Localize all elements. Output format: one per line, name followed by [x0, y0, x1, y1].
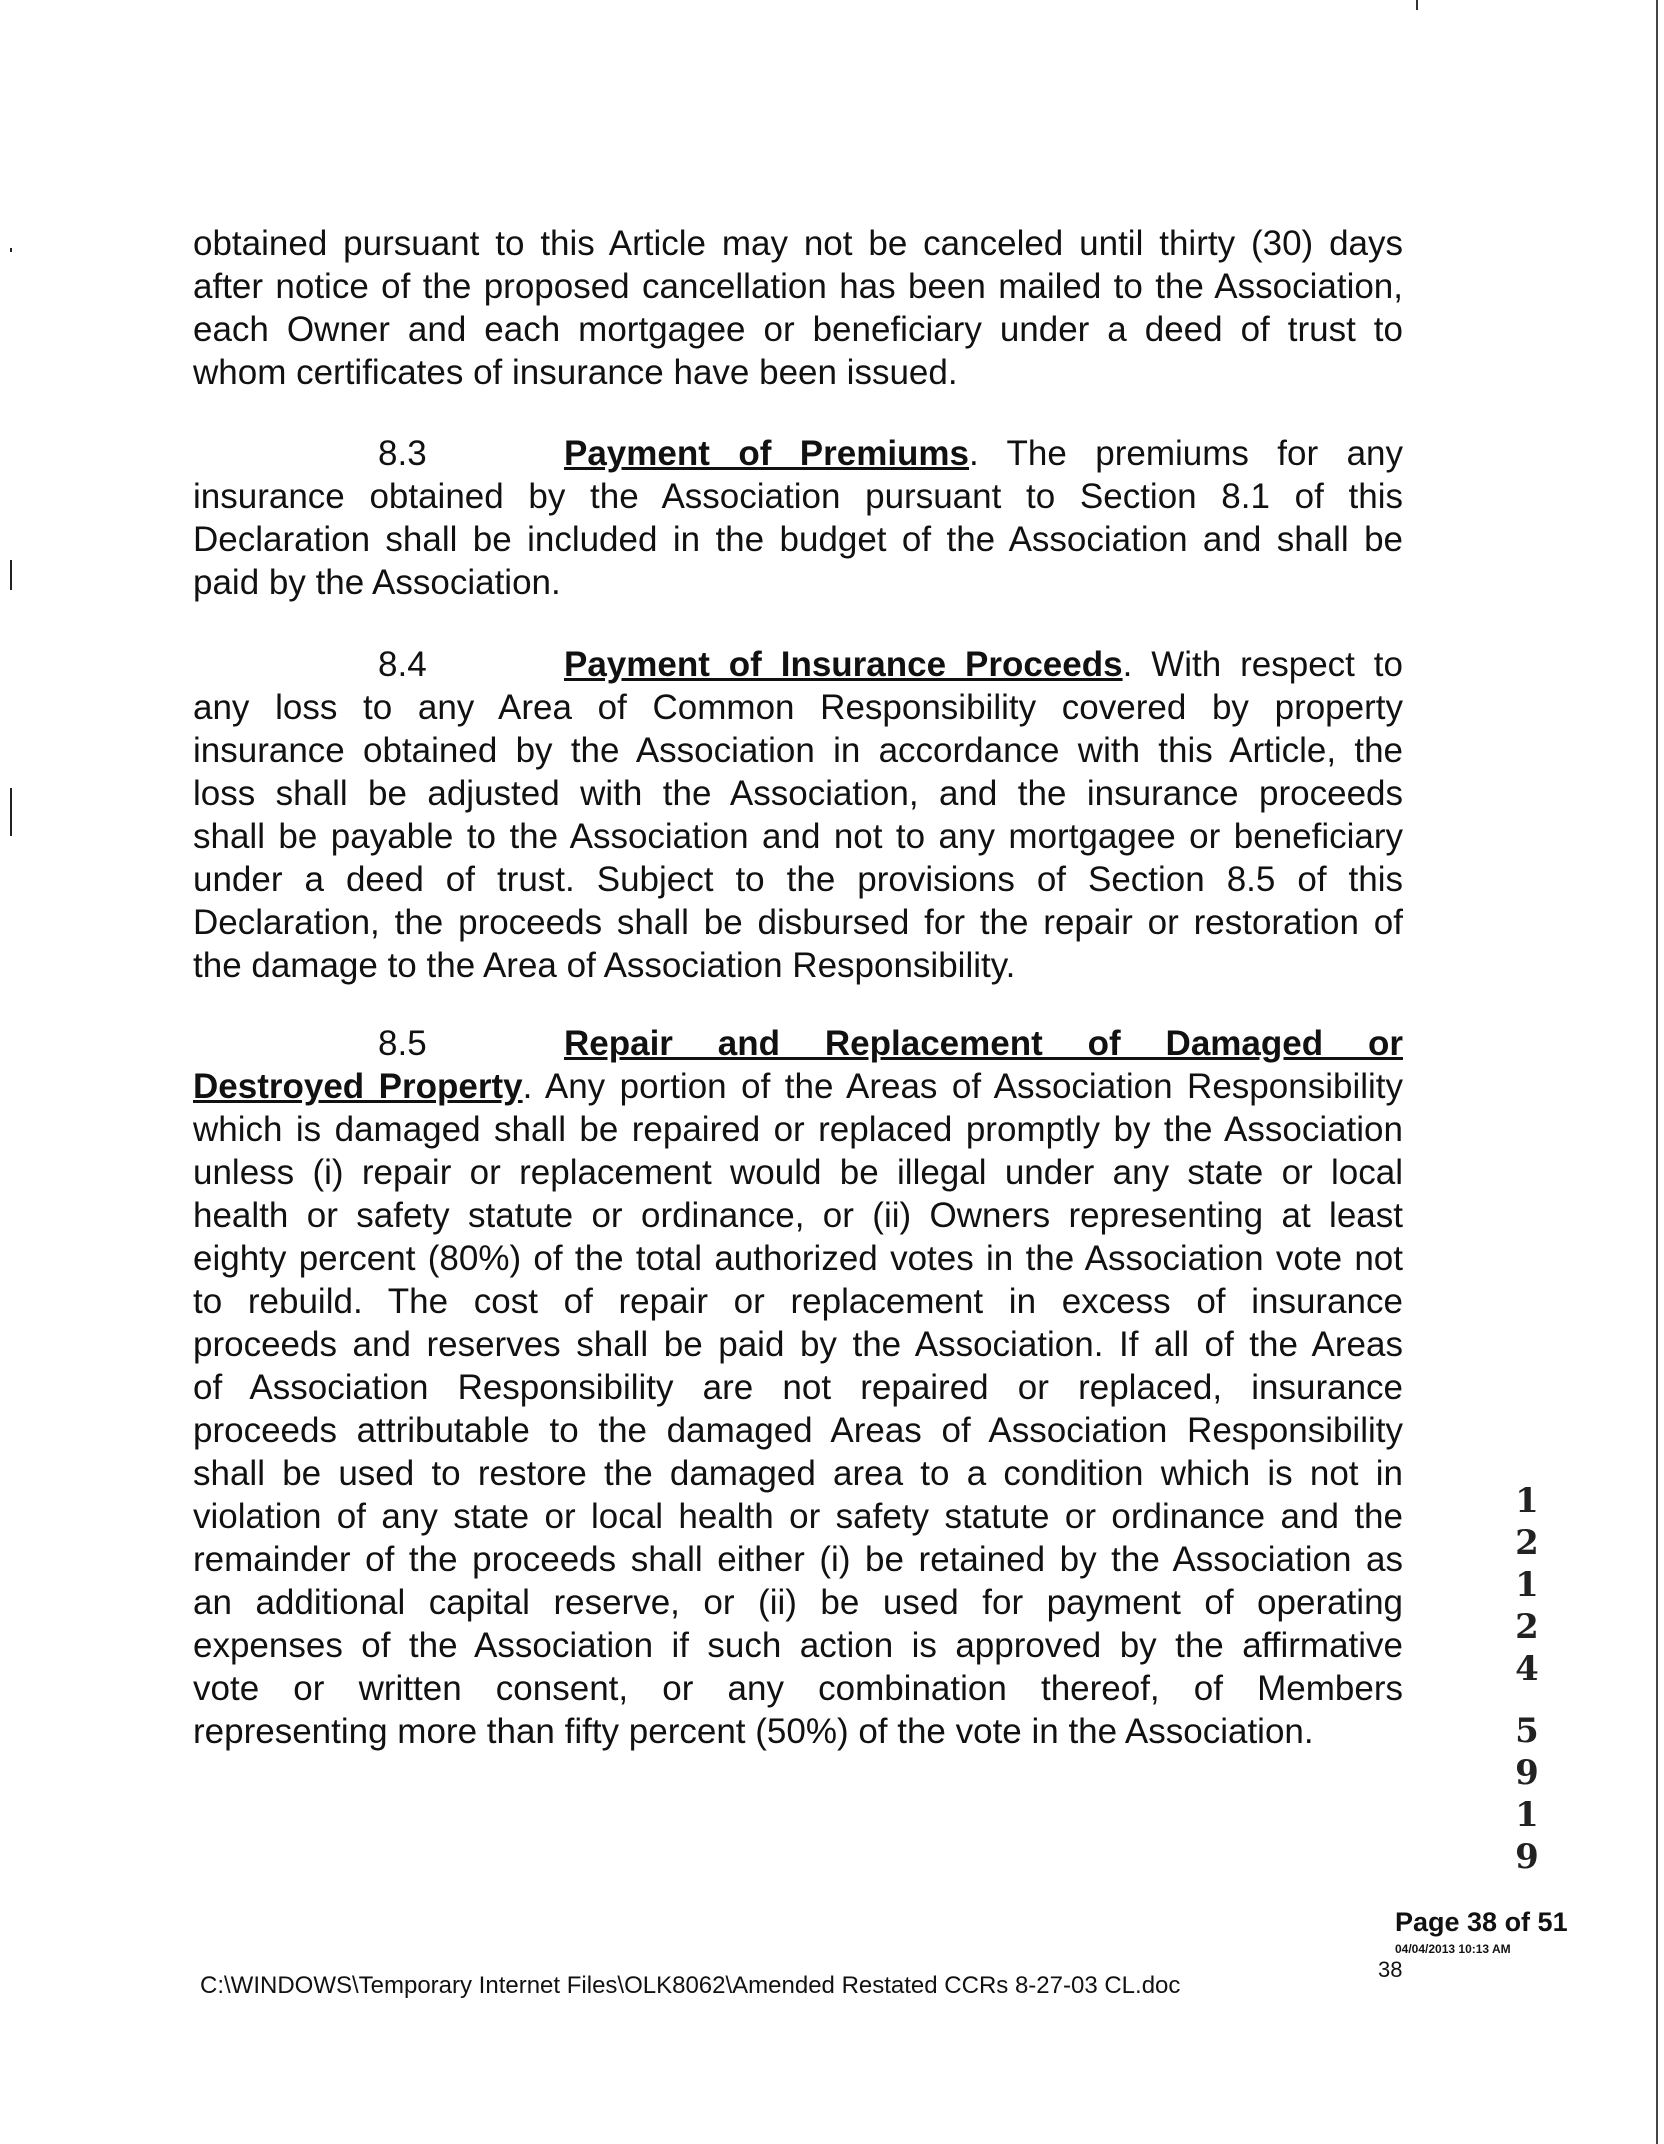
- section-title: Payment of Insurance Proceeds: [564, 645, 1123, 684]
- text-line: Declaration shall be included in the budget of the Association and shall be: [193, 520, 1403, 559]
- section-8-5: [193, 1022, 1403, 1753]
- stamp-digit: 9: [1515, 1753, 1539, 1793]
- text-line: an additional capital reserve, or (ii) be used for payment of operating: [193, 1583, 1403, 1622]
- section-number: 8.5: [378, 1024, 427, 1063]
- page-label: Page 38 of 51: [1395, 1907, 1568, 1937]
- text-line: remainder of the proceeds shall either (i) be retained by the Association as: [193, 1540, 1403, 1579]
- text-line: proceeds attributable to the damaged Areas of Association Responsibility: [193, 1411, 1403, 1450]
- page-edge-line: [1656, 0, 1658, 2144]
- stamp-gap: [1510, 1690, 1544, 1710]
- text-line: loss shall be adjusted with the Association, and the insurance proceeds: [193, 774, 1403, 813]
- text-line: after notice of the proposed cancellation has been mailed to the Association,: [193, 267, 1403, 306]
- text-line: expenses of the Association if such action is approved by the affirmative: [193, 1626, 1403, 1665]
- page-number: 38: [1378, 1957, 1403, 1982]
- stamp-digit: 1: [1515, 1795, 1539, 1835]
- scan-mark: [10, 248, 12, 252]
- section-heading-line: [193, 1022, 1403, 1065]
- text-line: health or safety statute or ordinance, or (ii) Owners representing at least: [193, 1196, 1403, 1235]
- section-heading-line: [193, 432, 1403, 475]
- text-line: the damage to the Area of Association Responsibility.: [193, 946, 1016, 985]
- scan-mark: [10, 788, 12, 836]
- text-line: Declaration, the proceeds shall be disbursed for the repair or restoration of: [193, 903, 1403, 942]
- text-line: obtained pursuant to this Article may not be canceled until thirty (30) days: [193, 224, 1403, 263]
- text-line: representing more than fifty percent (50%) of the vote in the Association.: [193, 1712, 1314, 1751]
- section-heading-line: [193, 643, 1403, 686]
- recording-number-stamp: [1510, 1480, 1544, 1878]
- text-line: of Association Responsibility are not repaired or replaced, insurance: [193, 1368, 1403, 1407]
- section-title-continued: Destroyed Property: [193, 1067, 523, 1106]
- stamp-digit: 2: [1515, 1523, 1539, 1563]
- stamp-digit: 9: [1515, 1837, 1539, 1877]
- text-line: to rebuild. The cost of repair or replacement in excess of insurance: [193, 1282, 1403, 1321]
- text-line: proceeds and reserves shall be paid by the Association. If all of the Areas: [193, 1325, 1403, 1364]
- section-8-4: [193, 643, 1403, 987]
- stamp-digit: 1: [1515, 1481, 1539, 1521]
- section-number: 8.4: [378, 645, 427, 684]
- text-run: . Any portion of the Areas of Association Responsibility: [522, 1067, 1403, 1106]
- text-line: paid by the Association.: [193, 563, 561, 602]
- text-line: under a deed of trust. Subject to the provisions of Section 8.5 of this: [193, 860, 1403, 899]
- section-number: 8.3: [378, 434, 427, 473]
- text-line: shall be used to restore the damaged area to a condition which is not in: [193, 1454, 1403, 1493]
- text-run: . With respect to: [1122, 645, 1403, 684]
- text-line: vote or written consent, or any combination thereof, of Members: [193, 1669, 1403, 1708]
- text-line: shall be payable to the Association and not to any mortgagee or beneficiary: [193, 817, 1403, 856]
- text-line: insurance obtained by the Association pursuant to Section 8.1 of this: [193, 477, 1403, 516]
- text-line: any loss to any Area of Common Responsibility covered by property: [193, 688, 1403, 727]
- paragraph-continuation: [193, 222, 1403, 394]
- stamp-digit: 2: [1515, 1607, 1539, 1647]
- text-line: whom certificates of insurance have been issued.: [193, 353, 958, 392]
- section-title: Repair and Replacement of Damaged or: [564, 1024, 1403, 1063]
- text-line: insurance obtained by the Association in accordance with this Article, the: [193, 731, 1403, 770]
- text-line: violation of any state or local health or safety statute or ordinance and the: [193, 1497, 1403, 1536]
- scan-mark: [10, 560, 12, 590]
- file-path: C:\WINDOWS\Temporary Internet Files\OLK8062\Amended Restated CCRs 8-27-03 CL.doc: [200, 1972, 1181, 1999]
- stamp-digit: 4: [1515, 1649, 1539, 1689]
- section-8-3: [193, 432, 1403, 604]
- text-line: unless (i) repair or replacement would be illegal under any state or local: [193, 1153, 1403, 1192]
- text-line: [193, 1065, 1403, 1108]
- stamp-digit: 5: [1515, 1711, 1539, 1751]
- section-title: Payment of Premiums: [564, 434, 970, 473]
- text-line: eighty percent (80%) of the total authorized votes in the Association vote not: [193, 1239, 1403, 1278]
- print-datetime: 04/04/2013 10:13 AM: [1395, 1942, 1511, 1956]
- scan-mark: [1416, 0, 1418, 10]
- text-line: which is damaged shall be repaired or replaced promptly by the Association: [193, 1110, 1403, 1149]
- text-line: each Owner and each mortgagee or beneficiary under a deed of trust to: [193, 310, 1403, 349]
- text-run: . The premiums for any: [969, 434, 1403, 473]
- stamp-digit: 1: [1515, 1565, 1539, 1605]
